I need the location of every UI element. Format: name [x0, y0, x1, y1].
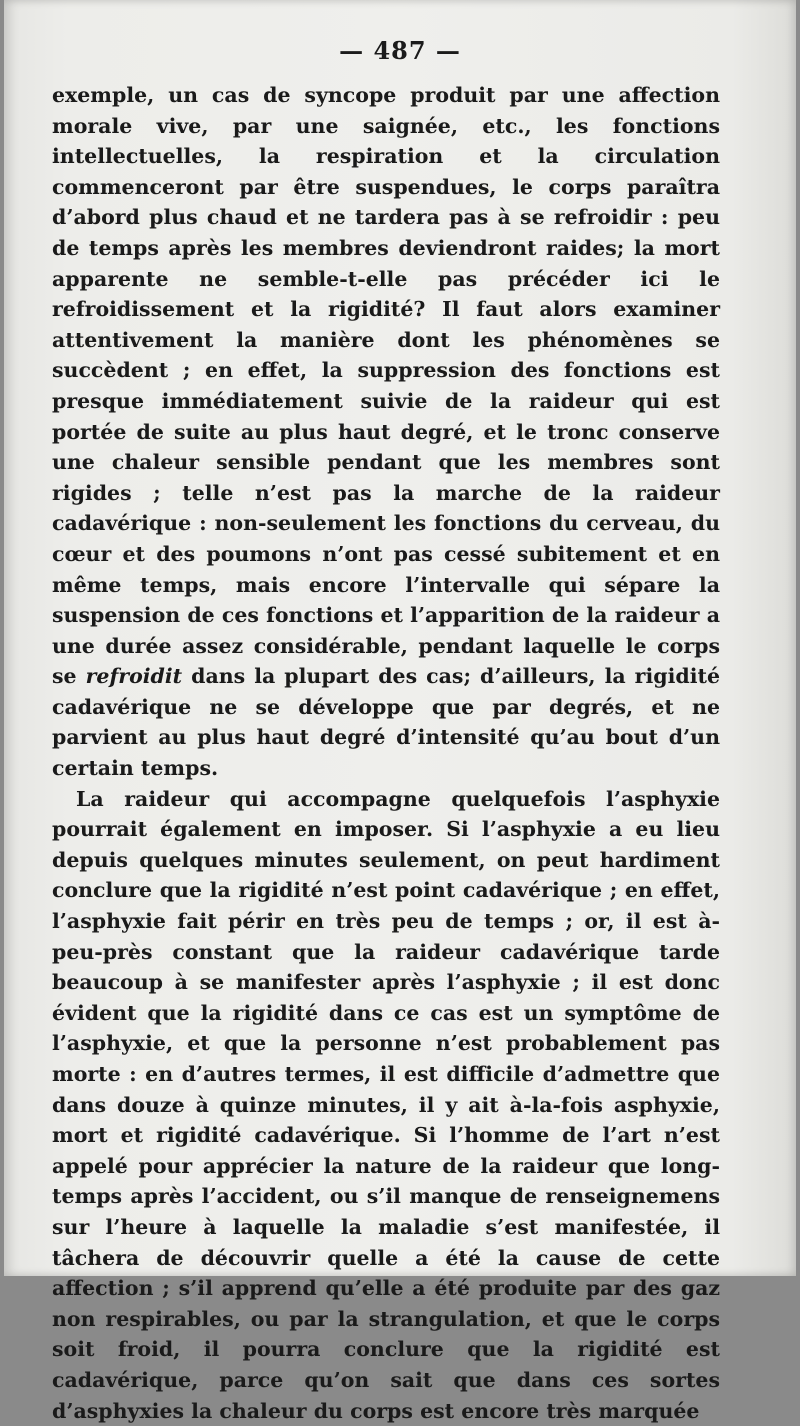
page-number: — 487 — — [339, 36, 461, 65]
paragraph-2 — [52, 784, 720, 1426]
paragraph-2-text: La raideur qui accompagne quelquefois l’asphyxie pourrait également en imposer. Si l’asphyxie a eu lieu depuis quelques minutes seulement, on peut hardiment conclure que la rigidité n’est point cadavérique ; en effet, l’asphyxie fait périr en très peu de temps ; or, il est à-peu-près constant que la raideur cadavérique tarde beaucoup à se manifester après l’asphyxie ; il est donc évident que la rigidité dans ce cas est un symptôme de l’asphyxie, et que la personne n’est probablement pas morte : en d’autres termes, il est difficile d’admettre que dans douze à quinze minutes, il y ait à-la-fois asphyxie, mort et rigidité cadavérique. Si l’homme de l’art n’est appelé pour apprécier la nature de la raideur que long-temps après l’accident, ou s’il manque de renseignemens sur l’heure à laquelle la maladie s’est manifestée, il tâchera de découvrir quelle a été la cause de cette affection ; s’il apprend qu’elle a été produite par des gaz non respirables, ou par la strangulation, et que le corps soit froid, il pourra conclure que la rigidité est cadavérique, parce qu’on sait que dans ces sortes d’asphyxies la chaleur du corps est encore très marquée — [52, 786, 720, 1423]
book-page — [4, 0, 796, 1423]
paragraph-1-text: exemple, un cas de syncope produit par une affection morale vive, par une saignée, etc., les fonctions intellectuelles, la respiration et la circulation commenceront par être suspendues, le corps paraîtra d’abord plus chaud et ne tardera pas à se refroidir : peu de temps après les membres deviendront raides; la mort apparente ne semble-t-elle pas précéder ici le refroidissement et la rigidité? Il faut alors examiner attentivement la manière dont les phénomènes se succèdent ; en effet, la suppression des fonctions est presque immédiatement suivie de la raideur qui est portée de suite au plus haut degré, et le tronc conserve une chaleur sensible pendant que les membres sont rigides ; telle n’est pas la marche de la raideur cadavérique : non-seulement les fonctions du cerveau, du cœur et des poumons n’ont pas cessé subitement et en même temps, mais encore l’intervalle qui sépare la suspension de ces fonctions et l’apparition de la raideur a une durée assez considérable, pendant laquelle le corps se — [52, 83, 720, 689]
paragraph-1-text-end: dans la plupart des cas; d’ailleurs, la rigidité cadavérique ne se développe que par degrés, et ne parvient au plus haut degré d’intensité qu’au bout d’un certain temps. — [52, 664, 721, 781]
paragraph-1 — [52, 80, 720, 784]
italic-word-refroidit: refroidit — [85, 664, 183, 689]
body-text — [52, 80, 720, 1426]
